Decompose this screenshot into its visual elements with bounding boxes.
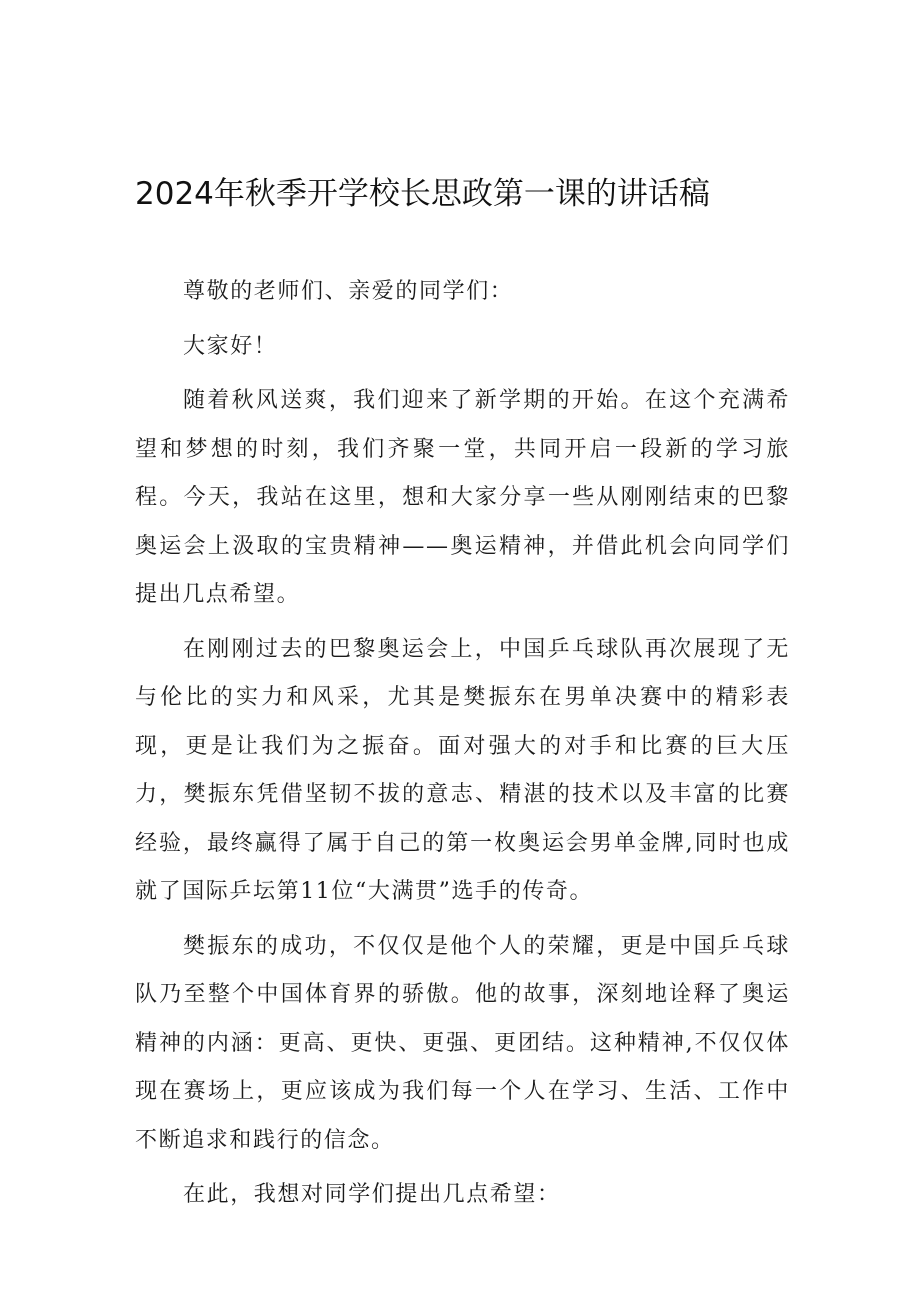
document-title: 2024年秋季开学校长思政第一课的讲话稿 — [135, 176, 710, 212]
paragraph-olympic-spirit: 樊振东的成功，不仅仅是他个人的荣耀，更是中国乒乓球队乃至整个中国体育界的骄傲。他的故事，深刻地诠释了奥运精神的内涵：更高、更快、更强、更团结。这种精神,不仅仅体现在赛场上，更应该成为我们每一个人在学习、生活、工作中不断追求和践行的信念。 — [135, 933, 790, 1153]
paragraph-salutation: 尊敬的老师们、亲爱的同学们： — [183, 279, 514, 304]
paragraph-olympics: 在刚刚过去的巴黎奥运会上，中国乒乓球队再次展现了无与伦比的实力和风采，尤其是樊振东在男单决赛中的精彩表现，更是让我们为之振奋。面对强大的对手和比赛的巨大压力，樊振东凭借坚韧不拔的意志、精湛的技术以及丰富的比赛经验，最终赢得了属于自己的第一枚奥运会男单金牌,同时也成就了国际乒坛第11位“大满贯”选手的传奇。 — [135, 636, 790, 904]
paragraph-hopes: 在此，我想对同学们提出几点希望： — [183, 1182, 561, 1207]
paragraph-greeting: 大家好！ — [183, 333, 278, 359]
document-body — [135, 268, 790, 1226]
paragraph-intro: 随着秋风送爽，我们迎来了新学期的开始。在这个充满希望和梦想的时刻，我们齐聚一堂，共同开启一段新的学习旅程。今天，我站在这里，想和大家分享一些从刚刚结束的巴黎奥运会上汲取的宝贵精神——奥运精神，并借此机会向同学们提出几点希望。 — [135, 388, 790, 607]
